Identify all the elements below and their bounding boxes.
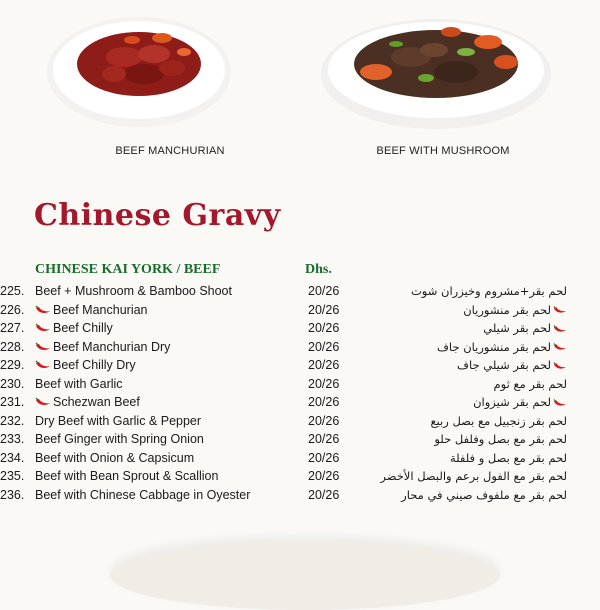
item-name: Beef + Mushroom & Bamboo Shoot: [35, 284, 232, 298]
item-name-arabic: [380, 467, 567, 486]
item-name: Beef with Garlic: [35, 376, 123, 391]
item-name: Beef Ginger with Spring Onion: [35, 432, 204, 446]
item-name-arabic-text: لحم بقر منشوريان جاف: [437, 339, 551, 354]
item-number: 234.: [0, 450, 25, 465]
item-number: 233.: [0, 432, 25, 446]
item-price: 20/26: [308, 321, 340, 335]
red-chili-icon: [553, 361, 567, 371]
item-price: 20/26: [308, 284, 340, 298]
item-name-arabic: [437, 338, 567, 357]
item-number: 235.: [0, 469, 25, 483]
item-name: Beef Chilly: [53, 321, 113, 335]
menu-item-row: [0, 282, 600, 301]
red-chili-icon: [553, 305, 567, 315]
item-price: 20/26: [308, 413, 340, 428]
item-name-arabic-text: لحم بقر شيزوان: [473, 395, 551, 409]
item-number: 229.: [0, 358, 25, 372]
menu-item-row: [0, 375, 600, 394]
menu-item-row: [0, 467, 600, 486]
item-number: 228.: [0, 339, 25, 354]
item-name-arabic-text: لحم بقر مع بصل وفلفل حلو: [434, 432, 567, 446]
item-name-arabic-text: لحم بقر+مشروم وخيزران شوت: [410, 284, 567, 298]
menu-list: [0, 282, 600, 504]
red-chili-icon: [35, 342, 51, 352]
menu-item-row: [0, 486, 600, 505]
item-price: 20/26: [308, 358, 340, 372]
red-chili-icon: [35, 305, 51, 315]
item-price: 20/26: [308, 395, 340, 409]
item-name: Beef Chilly Dry: [53, 358, 136, 372]
item-name-arabic-text: لحم بقر مع ملفوف صيني في محار: [401, 487, 567, 502]
menu-item-row: [0, 412, 600, 431]
category-heading: CHINESE KAI YORK / BEEF: [35, 262, 221, 277]
item-price: 20/26: [308, 339, 340, 354]
item-name: Beef with Bean Sprout & Scallion: [35, 469, 219, 483]
menu-item-row: [0, 319, 600, 338]
item-number: 231.: [0, 395, 25, 409]
item-name-arabic: [473, 393, 567, 412]
item-price: 20/26: [308, 469, 340, 483]
item-name: Beef Manchurian: [53, 302, 148, 317]
item-name-arabic: [463, 301, 567, 320]
item-name-arabic: [411, 282, 567, 301]
menu-item-row: [0, 356, 600, 375]
item-name-arabic-text: لحم بقر منشوريان: [463, 302, 551, 317]
photo-caption: BEEF MANCHURIAN: [115, 145, 225, 157]
red-chili-icon: [35, 360, 51, 370]
item-name-arabic-text: لحم بقر مع ثوم: [493, 376, 567, 391]
menu-item-row: [0, 301, 600, 320]
item-name-arabic: [430, 412, 567, 431]
item-price: 20/26: [308, 432, 340, 446]
menu-item-row: [0, 430, 600, 449]
item-name-arabic: [494, 375, 567, 394]
item-name-arabic: [401, 486, 567, 505]
red-chili-icon: [553, 342, 567, 352]
item-name-arabic-text: لحم بقر مع بصل و فلفلة: [449, 450, 567, 465]
bottom-plate-photo: [110, 540, 500, 610]
item-name-arabic-text: لحم بقر شيلي: [483, 321, 551, 335]
red-chili-icon: [553, 324, 567, 334]
menu-item-row: [0, 449, 600, 468]
beef-with-mushroom-photo: [316, 2, 556, 137]
item-name: Beef with Onion & Capsicum: [35, 450, 195, 465]
item-number: 226.: [0, 302, 25, 317]
item-name: Beef Manchurian Dry: [53, 339, 171, 354]
item-name-arabic: [434, 430, 567, 449]
item-number: 230.: [0, 376, 25, 391]
item-name-arabic-text: لحم بقر زنجبيل مع بصل ربيع: [430, 413, 567, 428]
item-number: 225.: [0, 284, 25, 298]
red-chili-icon: [35, 397, 51, 407]
item-name-arabic-text: لحم بقر مع الفول برعم والبصل الأخضر: [380, 469, 567, 483]
item-number: 236.: [0, 487, 25, 502]
menu-item-row: [0, 338, 600, 357]
item-name: Dry Beef with Garlic & Pepper: [35, 413, 202, 428]
item-price: 20/26: [308, 376, 340, 391]
item-name-arabic: [457, 356, 567, 375]
menu-item-row: [0, 393, 600, 412]
item-number: 227.: [0, 321, 25, 335]
item-price: 20/26: [308, 302, 340, 317]
beef-manchurian-photo: [44, 2, 234, 137]
item-name-arabic-text: لحم بقر شيلي جاف: [457, 358, 551, 372]
item-name-arabic: [483, 319, 567, 338]
item-number: 232.: [0, 413, 25, 428]
item-name: Schezwan Beef: [53, 395, 140, 409]
item-name: Beef with Chinese Cabbage in Oyester: [35, 487, 251, 502]
item-price: 20/26: [308, 487, 340, 502]
red-chili-icon: [35, 323, 51, 333]
price-column-heading: Dhs.: [305, 262, 332, 277]
item-name-arabic: [450, 449, 567, 468]
section-title: Chinese Gravy: [34, 198, 281, 233]
item-price: 20/26: [308, 450, 340, 465]
photo-caption: BEEF WITH MUSHROOM: [376, 145, 510, 157]
red-chili-icon: [553, 398, 567, 408]
